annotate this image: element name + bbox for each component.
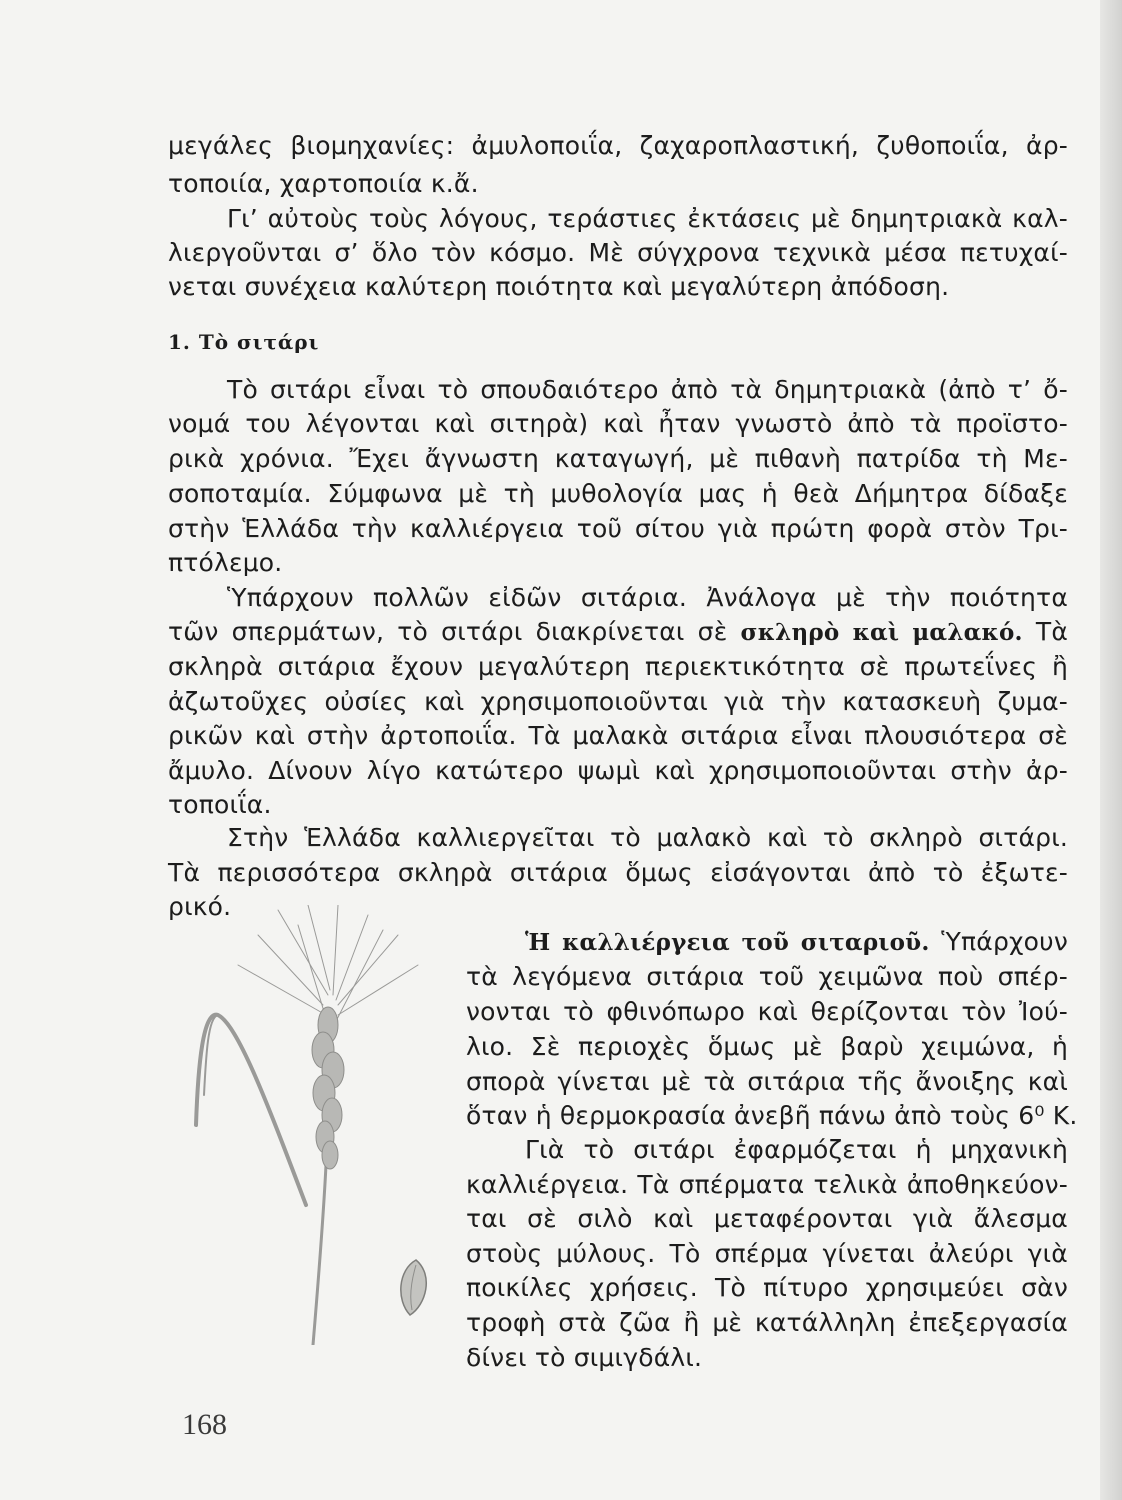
section-heading: 1. Τὸ σιτάρι: [168, 330, 320, 354]
cultivation-para2-line-3: ται σὲ σιλὸ καὶ μεταφέρονται γιὰ ἄλεσμα: [466, 1204, 1068, 1233]
cultivation-para2-line-2: καλλιέργεια. Τὰ σπέρματα τελικὰ ἀποθηκεύον-: [466, 1170, 1068, 1199]
intro-line-4: λιεργοῦνται σ’ ὅλο τὸν κόσμο. Μὲ σύγχρονα τεχνικὰ μέσα πετυχαί-: [168, 238, 1068, 267]
para2-line-2: [168, 616, 1068, 649]
para2-line-2-post: Τὰ: [1035, 617, 1069, 646]
cultivation-line-4: λιο. Σὲ περιοχὲς ὅμως μὲ βαρὺ χειμώνα, ἡ: [466, 1032, 1068, 1061]
page-number: 168: [182, 1408, 227, 1441]
para3-line-2: Τὰ περισσότερα σκληρὰ σιτάρια ὅμως εἰσάγονται ἀπὸ τὸ ἐξωτε-: [168, 858, 1068, 887]
intro-line-1: μεγάλες βιομηχανίες: ἀμυλοποιΐα, ζαχαροπλαστική, ζυθοποιΐα, ἀρ-: [168, 131, 1068, 160]
para1-line-3: ρικὰ χρόνια. Ἔχει ἄγνωστη καταγωγή, μὲ πιθανὴ πατρίδα τὴ Με-: [168, 444, 1068, 473]
page-edge-shadow: [1100, 0, 1122, 1500]
bold-term-cultivation: Ἡ καλλιέργεια τοῦ σιταριοῦ.: [525, 929, 930, 956]
cultivation-para2-line-1: Γιὰ τὸ σιτάρι ἐφαρμόζεται ἡ μηχανικὴ: [525, 1135, 1068, 1164]
wheat-illustration: [178, 905, 468, 1345]
cultivation-line-2: τὰ λεγόμενα σιτάρια τοῦ χειμῶνα ποὺ σπέρ-: [466, 962, 1068, 991]
para1-line-4: σοποταμία. Σύμφωνα μὲ τὴ μυθολογία μας ἡ θεὰ Δήμητρα δίδαξε: [168, 479, 1068, 508]
para1-line-6: πτόλεμο.: [168, 548, 283, 577]
bold-term-hard-soft: σκληρὸ καὶ μαλακό.: [740, 619, 1023, 646]
cultivation-line-6: ὅταν ἡ θερμοκρασία ἀνεβῆ πάνω ἀπὸ τοὺς 6⁰ Κ.: [466, 1101, 1078, 1130]
para2-line-5: ρικῶν καὶ στὴν ἀρτοποιΐα. Τὰ μαλακὰ σιτάρια εἶναι πλουσιότερα σὲ: [168, 721, 1068, 750]
wheat-grain-icon: [401, 1260, 426, 1315]
para2-line-2-pre: τῶν σπερμάτων, τὸ σιτάρι διακρίνεται σὲ: [168, 617, 728, 646]
para3-line-3: ρικό.: [168, 892, 232, 921]
para3-line-1: Στὴν Ἑλλάδα καλλιεργεῖται τὸ μαλακὸ καὶ τὸ σκληρὸ σιτάρι.: [227, 823, 1068, 852]
para2-line-4: ἀζωτοῦχες οὐσίες καὶ χρησιμοποιοῦνται γιὰ τὴν κατασκευὴ ζυμα-: [168, 687, 1068, 716]
para2-line-1: Ὑπάρχουν πολλῶν εἰδῶν σιτάρια. Ἀνάλογα μὲ τὴν ποιότητα: [227, 583, 1068, 612]
para2-line-7: τοποιΐα.: [168, 790, 272, 819]
para1-line-1: Τὸ σιτάρι εἶναι τὸ σπουδαιότερο ἀπὸ τὰ δημητριακὰ (ἀπὸ τ’ ὄ-: [227, 375, 1068, 404]
cultivation-para2-line-6: τροφὴ στὰ ζῶα ἢ μὲ κατάλληλη ἐπεξεργασία: [466, 1308, 1068, 1337]
para2-line-6: ἄμυλο. Δίνουν λίγο κατώτερο ψωμὶ καὶ χρησιμοποιοῦνται στὴν ἀρ-: [168, 756, 1068, 785]
intro-line-3: Γι’ αὐτοὺς τοὺς λόγους, τεράστιες ἐκτάσεις μὲ δημητριακὰ καλ-: [227, 204, 1068, 233]
cultivation-line-5: σπορὰ γίνεται μὲ τὰ σιτάρια τῆς ἄνοιξης καὶ: [466, 1067, 1068, 1096]
para1-line-5: στὴν Ἑλλάδα τὴν καλλιέργεια τοῦ σίτου γιὰ πρώτη φορὰ στὸν Τρι-: [168, 514, 1068, 543]
intro-line-2: τοποιία, χαρτοποιία κ.ἄ.: [168, 169, 479, 198]
cultivation-para2-line-4: στοὺς μύλους. Τὸ σπέρμα γίνεται ἀλεύρι γιὰ: [466, 1239, 1068, 1268]
intro-line-5: νεται συνέχεια καλύτερη ποιότητα καὶ μεγαλύτερη ἀπόδοση.: [168, 272, 950, 301]
para1-line-2: νομά του λέγονται καὶ σιτηρὰ) καὶ ἦταν γνωστὸ ἀπὸ τὰ προϊστο-: [168, 409, 1068, 438]
cultivation-line-3: νονται τὸ φθινόπωρο καὶ θερίζονται τὸν Ἰού-: [466, 997, 1068, 1026]
cultivation-para2-line-5: ποικίλες χρήσεις. Τὸ πίτυρο χρησιμεύει σὰν: [466, 1273, 1068, 1302]
cultivation-line-1-post: Ὑπάρχουν: [941, 927, 1068, 956]
cultivation-line-1: [525, 926, 1068, 959]
para2-line-3: σκληρὰ σιτάρια ἔχουν μεγαλύτερη περιεκτικότητα σὲ πρωτεΐνες ἢ: [168, 652, 1068, 681]
cultivation-para2-line-7: δίνει τὸ σιμιγδάλι.: [466, 1343, 703, 1372]
